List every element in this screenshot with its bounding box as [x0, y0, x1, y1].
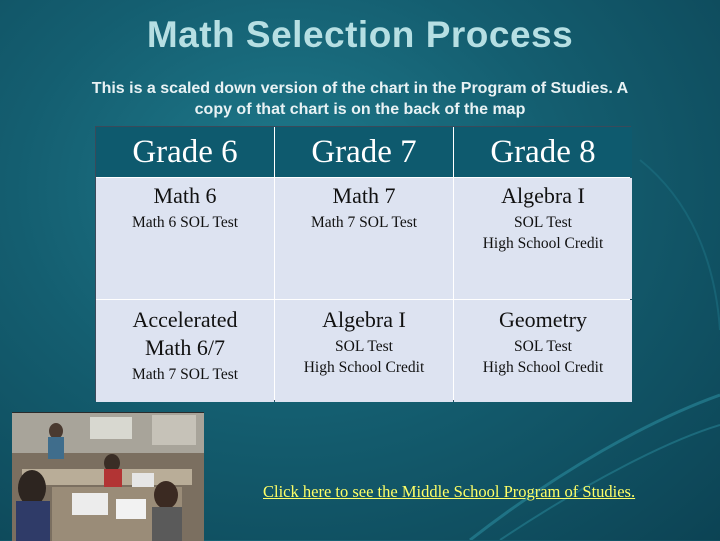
- table-cell: [96, 300, 274, 402]
- classroom-photo: [12, 412, 204, 541]
- test-name: Math 7 SOL Test: [131, 366, 239, 383]
- math-selection-table: [95, 126, 631, 401]
- slide-subtitle: This is a scaled down version of the chart in the Program of Studies. A copy of that chart is on the back of the map: [91, 80, 629, 118]
- credit-note: High School Credit: [482, 359, 604, 376]
- test-name: SOL Test: [514, 214, 572, 231]
- header-grade-7: Grade 7: [275, 127, 453, 177]
- course-name: Algebra I: [322, 307, 406, 332]
- test-name: SOL Test: [335, 338, 393, 355]
- course-name: Math 7: [332, 183, 396, 208]
- course-name: Accelerated: [132, 307, 238, 332]
- slide-title: Math Selection Process: [146, 14, 574, 55]
- test-name: Math 7 SOL Test: [310, 214, 418, 231]
- table-cell: [275, 178, 453, 299]
- course-name-line2: Math 6/7: [144, 335, 226, 360]
- credit-note: High School Credit: [482, 235, 604, 252]
- table-cell: [454, 300, 632, 402]
- test-name: Math 6 SOL Test: [131, 214, 239, 231]
- test-name: SOL Test: [514, 338, 572, 355]
- course-name: Math 6: [153, 183, 217, 208]
- table-cell: [454, 178, 632, 299]
- course-name: Geometry: [499, 307, 587, 332]
- program-of-studies-link[interactable]: Click here to see the Middle School Program of Studies.: [263, 482, 636, 501]
- classroom-photo-illustration: [12, 413, 204, 541]
- course-name: Algebra I: [501, 183, 585, 208]
- header-grade-6: Grade 6: [96, 127, 274, 177]
- credit-note: High School Credit: [303, 359, 425, 376]
- table-cell: [96, 178, 274, 299]
- table-cell: [275, 300, 453, 402]
- header-grade-8: Grade 8: [454, 127, 632, 177]
